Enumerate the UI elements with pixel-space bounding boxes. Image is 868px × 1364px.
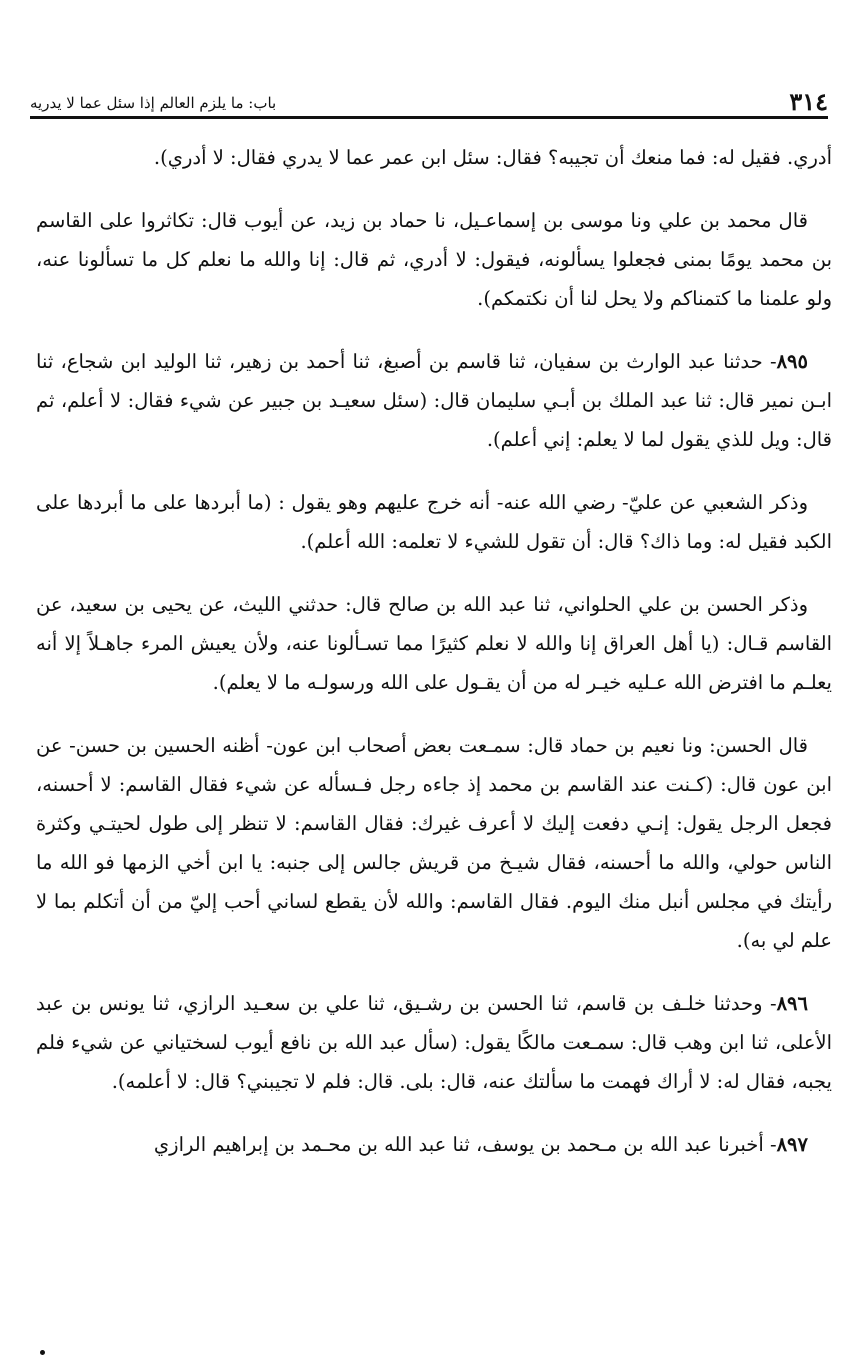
header-rule <box>30 116 828 119</box>
paragraph <box>36 483 832 561</box>
paragraph-continuation <box>36 138 832 177</box>
numbered-paragraph-896 <box>36 984 832 1101</box>
running-head: باب: ما يلزم العالم إذا سئل عما لا يدريه <box>30 94 277 112</box>
paragraph-text: وذكر الشعبي عن عليّ- رضي الله عنه- أنه خرج عليهم وهو يقول : (ما أبردها على ما أبردها على الكبد فقيل له: وما ذاك؟ قال: أن تقول للشيء لا تعلمه: الله أعلم). <box>36 491 832 553</box>
paragraph-text: - وحدثنا خلـف بن قاسم، ثنا الحسن بن رشـيق، ثنا علي بن سعـيد الرازي، ثنا يونس بن عبد الأعلى، ثنا ابن وهب قال: سمـعت مالكًا يقول: (سأل عبد الله بن نافع أيوب لسختياني عن شيء فلم يجبه، فقال له: لا أراك فهمت ما سألتك عنه، قال: بلى. قال: فلم لا تجيبني؟ قال: لا أعلمه). <box>36 992 832 1093</box>
page-header <box>30 82 828 116</box>
hadith-number: ٨٩٦ <box>776 992 808 1015</box>
paragraph <box>36 726 832 960</box>
page-body <box>36 138 832 1188</box>
paragraph-text: وذكر الحسن بن علي الحلواني، ثنا عبد الله بن صالح قال: حدثني الليث، عن يحيى بن سعيد، عن القاسم قـال: (يا أهل العراق إنا والله لا نعلم كثيرًا مما تسـألونا عنه، ولأن يعيش المرء جاهـلاً إلا أنه يعلـم ما افترض الله عـليه خيـر له من أن يقـول على الله ورسولـه ما لا يعلم). <box>36 593 832 694</box>
page-number: ٣١٤ <box>789 87 828 116</box>
page-mark-dot <box>40 1350 45 1355</box>
paragraph-text: قال محمد بن علي ونا موسى بن إسماعـيل، نا حماد بن زيد، عن أيوب قال: تكاثروا على القاسم بن محمد يومًا بمنى فجعلوا يسألونه، فيقول: لا أدري، ثم قال: إنا والله ما نعلم كل ما تسألونا عنه، ولو علمنا ما كتمناكم ولا يحل لنا أن نكتمكم). <box>36 209 832 310</box>
paragraph-text: قال الحسن: ونا نعيم بن حماد قال: سمـعت بعض أصحاب ابن عون- أظنه الحسين بن حسن- عن ابن عون قال: (كـنت عند القاسم بن محمد إذ جاءه رجل فـسأله عن شيء فقال القاسم: لا أحسنه، فجعل الرجل يقول: إنـي دفعت إليك لا أعرف غيرك: فقال القاسم: لا تنظر إلى طول لحيتـي وكثرة الناس حولي، والله ما أحسنه، فقال شيـخ من قريش جالس إلى جنبه: يا ابن أخي الزمها فو الله ما رأيتك في مجلس أنبل منك اليوم. فقال القاسم: والله لأن يقطع لساني أحب إليّ من أن أتكلم بما لا علم لي به). <box>36 734 833 952</box>
paragraph <box>36 585 832 702</box>
hadith-number: ٨٩٧ <box>776 1133 808 1156</box>
paragraph-text: - حدثنا عبد الوارث بن سفيان، ثنا قاسم بن أصبغ، ثنا أحمد بن زهير، ثنا الوليد ابن شجاع، ثنا ابـن نمير قال: ثنا عبد الملك بن أبـي سليمان قال: (سئل سعيـد بن جبير عن شيء فقال: لا أعلم، ثم قال: ويل للذي يقول لما لا يعلم: إني أعلم). <box>36 350 832 451</box>
numbered-paragraph-895 <box>36 342 832 459</box>
paragraph-text: أدري. فقيل له: فما منعك أن تجيبه؟ فقال: سئل ابن عمر عما لا يدري فقال: لا أدري). <box>153 146 832 169</box>
paragraph-text: - أخبرنا عبد الله بن مـحمد بن يوسف، ثنا عبد الله بن محـمد بن إبراهيم الرازي <box>153 1133 777 1156</box>
numbered-paragraph-897 <box>36 1125 832 1164</box>
hadith-number: ٨٩٥ <box>776 350 808 373</box>
paragraph <box>36 201 832 318</box>
